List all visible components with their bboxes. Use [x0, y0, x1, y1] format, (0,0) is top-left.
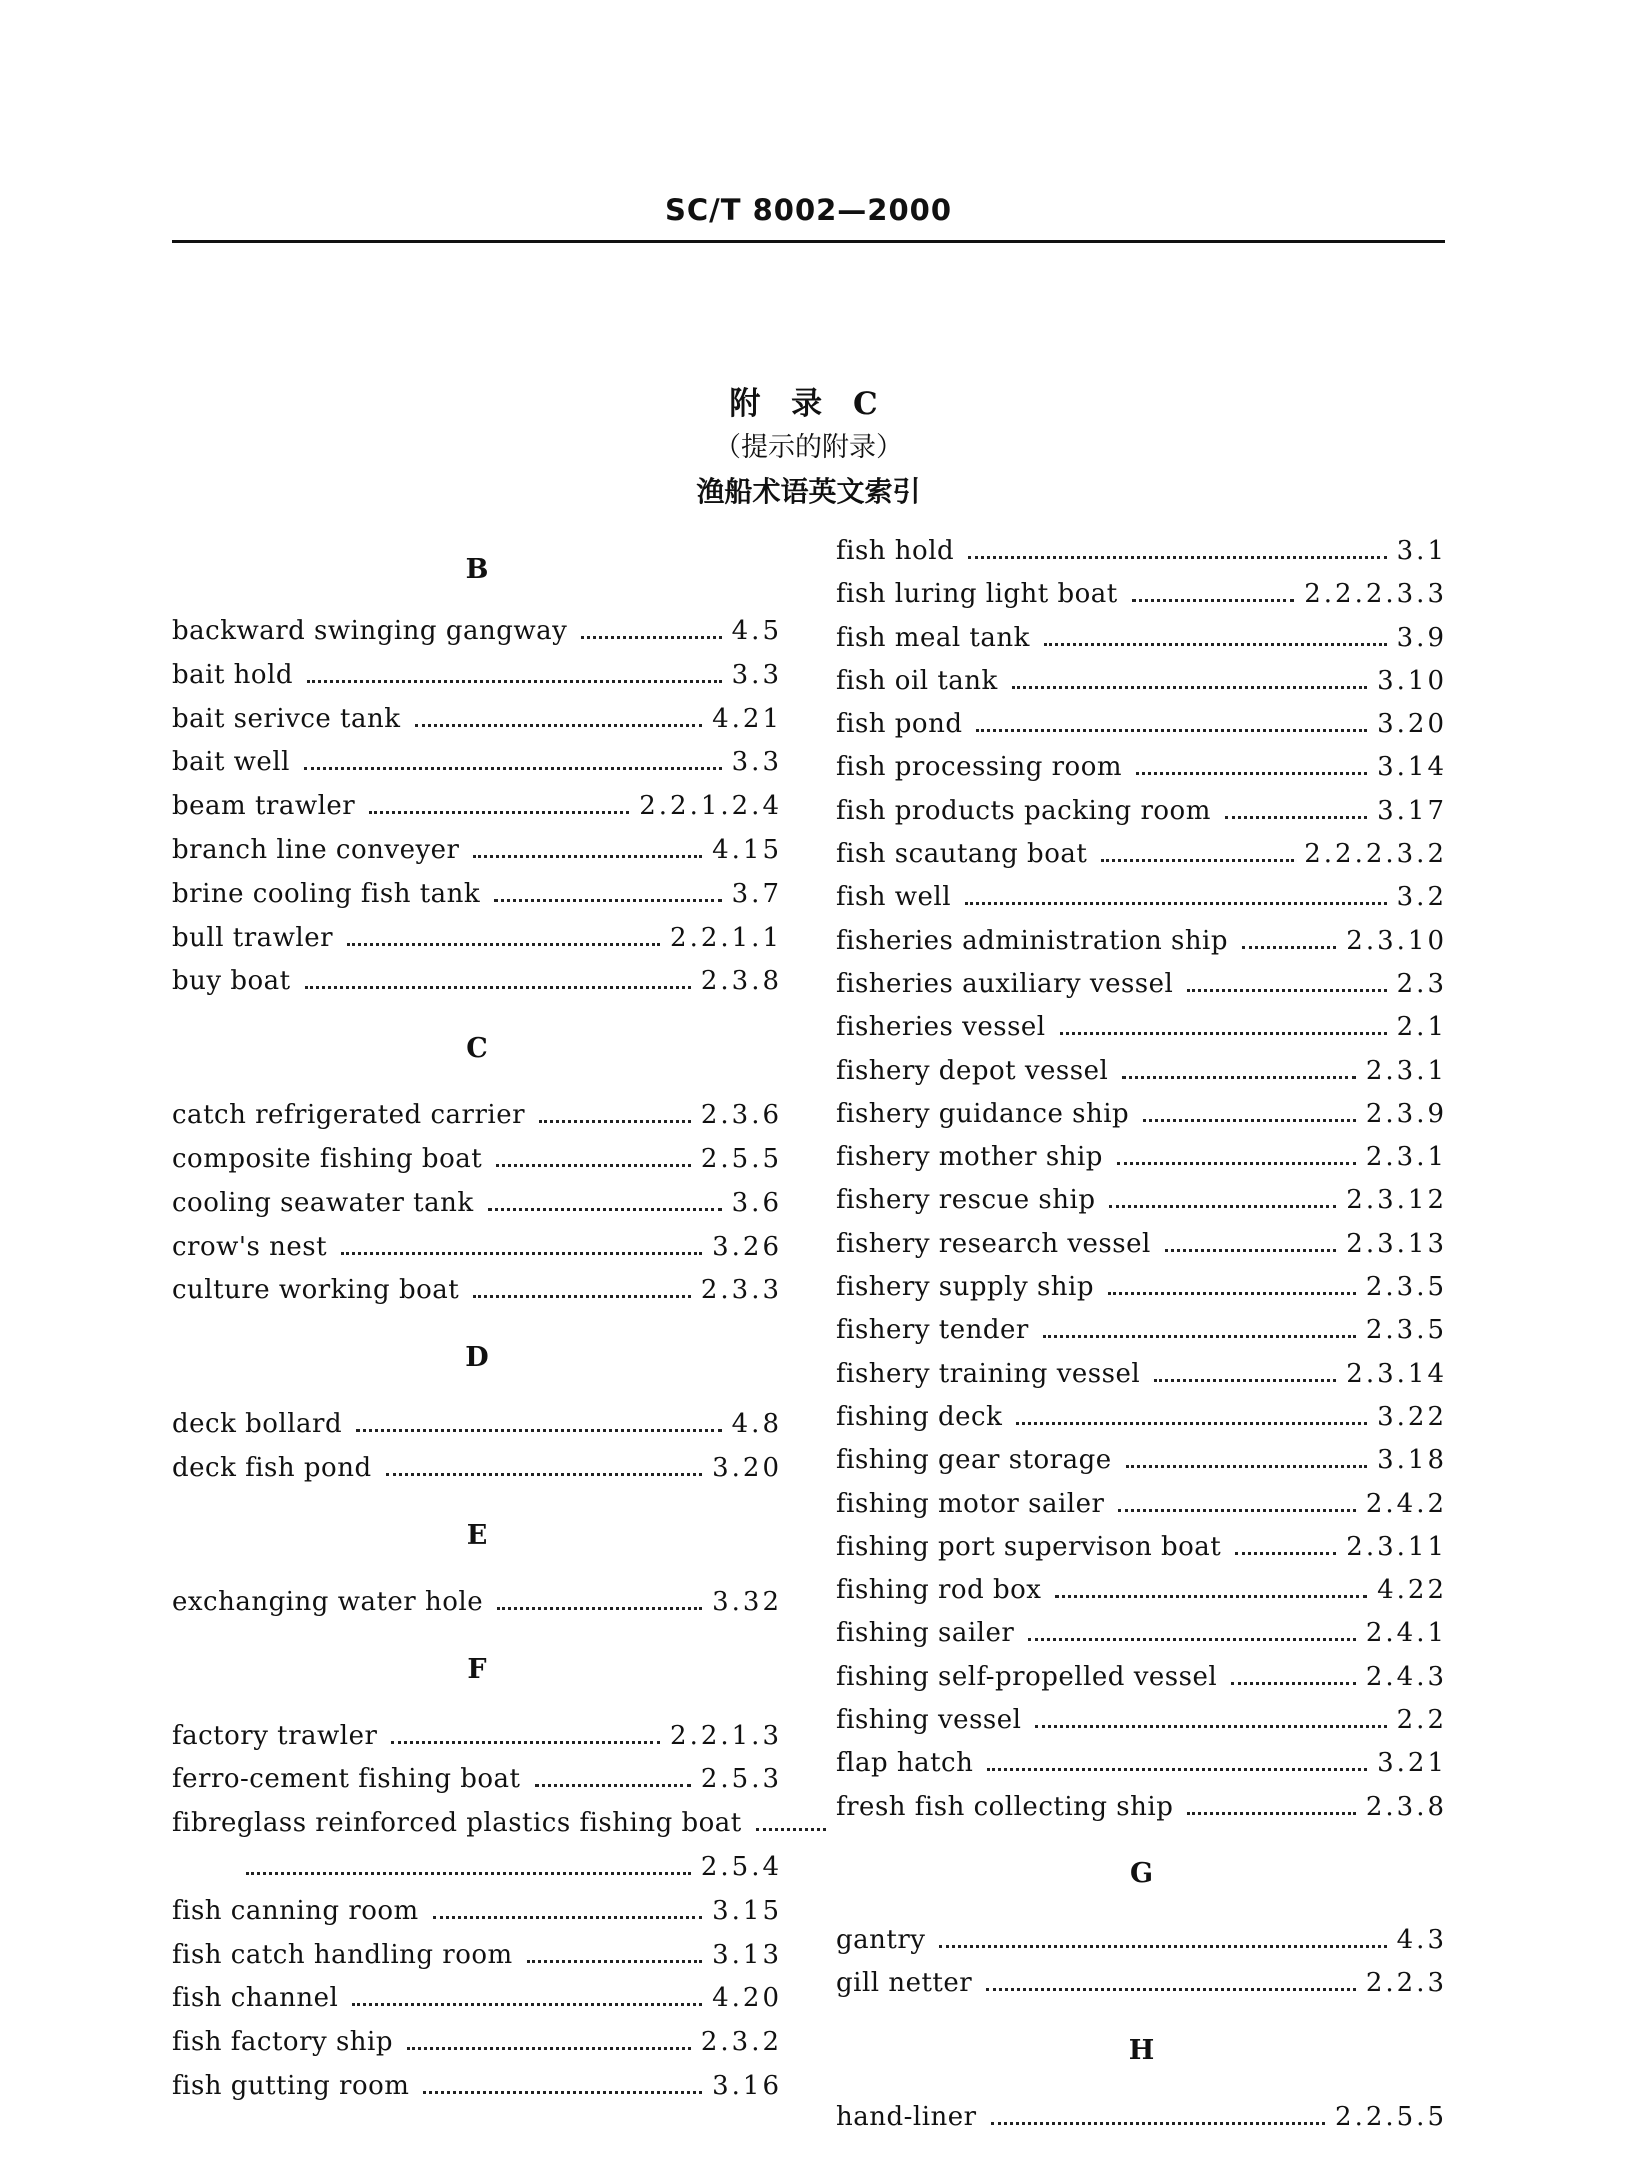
index-entry: [172, 1934, 782, 1978]
index-term: fish hold: [836, 536, 955, 566]
clause-reference: 2.3.2: [700, 2027, 782, 2058]
index-entry: [836, 1309, 1447, 1352]
index-term: fishing self-propelled vessel: [836, 1661, 1218, 1692]
index-term: fish pond: [836, 709, 963, 740]
clause-reference: 4.8: [731, 1409, 782, 1440]
index-term: fishery training vessel: [836, 1358, 1141, 1389]
index-entry: [836, 1353, 1447, 1396]
clause-reference: 2.5.5: [700, 1143, 782, 1174]
clause-reference: 2.3.12: [1346, 1185, 1447, 1216]
index-entry: [836, 1396, 1447, 1439]
appendix-title: 附 录 C: [729, 386, 888, 422]
dot-leader: [581, 630, 721, 639]
dot-leader: [488, 1202, 722, 1211]
dot-leader: [1118, 1503, 1355, 1512]
standard-code-header: SC/T 8002—2000: [664, 193, 953, 227]
index-entry: [172, 654, 782, 698]
clause-reference: 3.3: [731, 659, 782, 690]
index-term: cooling seawater tank: [172, 1187, 474, 1218]
section-letter-h: H: [1128, 2034, 1155, 2066]
index-term: crow's nest: [172, 1231, 328, 1262]
clause-reference: 2.3.10: [1346, 925, 1447, 956]
dot-leader: [965, 896, 1387, 905]
index-term: fish scautang boat: [836, 839, 1088, 870]
index-term: factory trawler: [172, 1720, 378, 1751]
clause-reference: 3.17: [1377, 795, 1447, 826]
index-entry: [836, 1266, 1447, 1309]
index-term: fishing gear storage: [836, 1445, 1112, 1476]
index-term: bait hold: [172, 659, 294, 690]
clause-reference: 2.3: [1396, 968, 1447, 999]
clause-reference: 2.2.1.2.4: [639, 791, 782, 822]
clause-reference: 2.3.6: [700, 1100, 782, 1131]
index-entry: [172, 873, 782, 917]
clause-reference: 2.2.1.3: [670, 1720, 782, 1751]
index-term: fish processing room: [836, 752, 1123, 783]
index-term: fishery depot vessel: [836, 1055, 1109, 1086]
index-entry: [172, 1447, 782, 1491]
index-term: fish luring light boat: [836, 579, 1118, 610]
index-entry: [836, 1742, 1447, 1785]
index-entry: [836, 920, 1447, 963]
index-entry: [836, 1962, 1447, 2005]
index-entry: [836, 1699, 1447, 1742]
clause-reference: 2.3.11: [1346, 1531, 1447, 1562]
index-entry: [172, 1977, 782, 2021]
index-term: brine cooling fish tank: [172, 878, 481, 909]
clause-reference: 2.2.3: [1365, 1968, 1447, 1999]
index-entry: [172, 610, 782, 654]
index-term: bait well: [172, 747, 290, 778]
dot-leader: [1165, 1243, 1336, 1252]
clause-reference: 3.3: [731, 747, 782, 778]
dot-leader: [1143, 1113, 1356, 1122]
dot-leader: [1028, 1632, 1356, 1641]
clause-reference: 4.15: [712, 834, 782, 865]
index-term: fishing motor sailer: [836, 1488, 1105, 1519]
section-letter-f: F: [467, 1653, 487, 1685]
index-entry: [836, 1136, 1447, 1179]
index-entry: [836, 1483, 1447, 1526]
clause-reference: 3.20: [1377, 709, 1447, 740]
dot-leader: [369, 805, 629, 814]
index-entry: [836, 1919, 1447, 1962]
clause-reference: 3.6: [731, 1187, 782, 1218]
index-entry: [836, 2096, 1447, 2139]
clause-reference: 2.3.8: [700, 966, 782, 997]
index-term: fishing port supervison boat: [836, 1531, 1222, 1562]
index-term: fishery mother ship: [836, 1142, 1103, 1173]
dot-leader: [1235, 1546, 1336, 1555]
clause-reference: 2.2.2.3.3: [1304, 579, 1447, 610]
dot-leader: [304, 761, 722, 770]
index-term: bait serivce tank: [172, 703, 401, 734]
dot-leader: [1016, 1416, 1367, 1425]
dot-leader: [1132, 593, 1294, 602]
clause-reference: 3.1: [1396, 536, 1447, 566]
index-entry: [172, 829, 782, 873]
dot-leader: [1044, 637, 1387, 646]
dot-leader: [386, 1467, 703, 1476]
clause-reference: 2.2.2.3.2: [1304, 839, 1447, 870]
index-term: fisheries administration ship: [836, 925, 1229, 956]
clause-reference: 2.3.9: [1365, 1098, 1447, 1129]
dot-leader: [494, 893, 721, 902]
index-entry: [836, 617, 1447, 660]
dot-leader: [1043, 1329, 1356, 1338]
index-term: deck bollard: [172, 1409, 343, 1440]
clause-reference: 4.3: [1396, 1924, 1447, 1955]
clause-reference: 3.10: [1377, 665, 1447, 696]
index-term: fishery rescue ship: [836, 1185, 1096, 1216]
clause-reference: 2.3.5: [1365, 1272, 1447, 1303]
dot-leader: [1060, 1026, 1387, 1035]
index-term: hand-liner: [836, 2101, 977, 2132]
clause-reference: 3.7: [731, 878, 782, 909]
clause-reference: 2.3.14: [1346, 1358, 1447, 1389]
index-entry: [836, 1006, 1447, 1049]
dot-leader: [497, 1601, 702, 1610]
index-term: beam trawler: [172, 791, 356, 822]
index-term: fishing rod box: [836, 1575, 1042, 1606]
clause-reference: 2.3.1: [1365, 1142, 1447, 1173]
clause-reference: 2.4.3: [1365, 1661, 1447, 1692]
appendix-name: 渔船术语英文索引: [696, 475, 921, 508]
clause-reference: 2.3.5: [1365, 1315, 1447, 1346]
index-entry: [836, 1612, 1447, 1655]
clause-reference: 3.13: [712, 1939, 782, 1970]
dot-leader: [1225, 810, 1367, 819]
index-term: fishing vessel: [836, 1705, 1022, 1736]
index-term: branch line conveyer: [172, 834, 460, 865]
dot-leader: [939, 1939, 1386, 1948]
index-term: fishing deck: [836, 1401, 1003, 1432]
index-entry: [836, 1439, 1447, 1482]
clause-reference: 2.1: [1396, 1012, 1447, 1043]
dot-leader: [527, 1954, 702, 1963]
dot-leader: [356, 1423, 722, 1432]
index-entry: [172, 1758, 782, 1802]
dot-leader: [1242, 940, 1336, 949]
index-term: exchanging water hole: [172, 1586, 484, 1617]
index-term: flap hatch: [836, 1748, 974, 1779]
clause-reference: 2.3.1: [1365, 1055, 1447, 1086]
clause-reference: 3.26: [712, 1231, 782, 1262]
index-term: gill netter: [836, 1968, 973, 1999]
clause-reference: 3.16: [712, 2070, 782, 2101]
clause-reference: 3.14: [1377, 752, 1447, 783]
section-letter-g: G: [1129, 1857, 1154, 1889]
index-term: backward swinging gangway: [172, 616, 568, 646]
dot-leader: [968, 550, 1386, 559]
index-term: composite fishing boat: [172, 1143, 483, 1174]
index-term: fishing sailer: [836, 1618, 1015, 1649]
clause-reference: 2.2.1.1: [670, 922, 782, 953]
clause-reference: 3.22: [1377, 1401, 1447, 1432]
index-term: culture working boat: [172, 1275, 460, 1306]
index-entry: [836, 790, 1447, 833]
clause-reference: 3.18: [1377, 1445, 1447, 1476]
header-rule: [172, 240, 1445, 243]
dot-leader: [407, 2041, 691, 2050]
dot-leader: [307, 674, 722, 683]
section-letter-c: C: [466, 1033, 488, 1065]
index-entry: [172, 2021, 782, 2065]
index-term: fish oil tank: [836, 665, 998, 696]
dot-leader: [1136, 766, 1367, 775]
dot-leader: [352, 1997, 702, 2006]
index-column-right: [836, 530, 1447, 2139]
index-entry: [172, 1846, 782, 1890]
index-entry: [836, 573, 1447, 616]
index-entry: [836, 746, 1447, 789]
index-term: fishery guidance ship: [836, 1098, 1130, 1129]
clause-reference: 4.5: [731, 616, 782, 646]
clause-reference: 3.20: [712, 1452, 782, 1483]
index-entry: [836, 703, 1447, 746]
clause-reference: 4.20: [712, 1983, 782, 2014]
dot-leader: [535, 1778, 691, 1787]
index-term: bull trawler: [172, 922, 334, 953]
index-entry: [172, 1269, 782, 1313]
dot-leader: [347, 937, 660, 946]
index-term: fishery supply ship: [836, 1272, 1094, 1303]
index-entry: [172, 1094, 782, 1138]
clause-reference: 2.3.3: [700, 1275, 782, 1306]
index-entry: [172, 1802, 782, 1846]
index-term: buy boat: [172, 966, 291, 997]
dot-leader: [473, 849, 702, 858]
dot-leader: [1109, 1199, 1336, 1208]
index-entry: [172, 1890, 782, 1934]
index-entry: [172, 1226, 782, 1270]
clause-reference: 3.15: [712, 1895, 782, 1926]
index-entry: [836, 1569, 1447, 1612]
dot-leader: [433, 1910, 702, 1919]
clause-reference: 3.21: [1377, 1748, 1447, 1779]
dot-leader: [987, 1762, 1367, 1771]
index-term: fish channel: [172, 1983, 339, 2014]
index-entry: [172, 785, 782, 829]
index-term: fish gutting room: [172, 2070, 410, 2101]
dot-leader: [1108, 1286, 1356, 1295]
index-term: fishery tender: [836, 1315, 1029, 1346]
dot-leader: [1231, 1676, 1356, 1685]
index-entry: [172, 1581, 782, 1625]
index-term: fisheries auxiliary vessel: [836, 968, 1174, 999]
index-entry: [172, 2065, 782, 2109]
clause-reference: 2.4.2: [1365, 1488, 1447, 1519]
index-entry: [836, 1179, 1447, 1222]
index-entry: [836, 1050, 1447, 1093]
dot-leader: [391, 1735, 660, 1744]
clause-reference: 3.9: [1396, 622, 1447, 653]
index-term: fish products packing room: [836, 795, 1211, 826]
index-term: gantry: [836, 1924, 926, 1955]
dot-leader: [1122, 1070, 1356, 1079]
dot-leader: [991, 2116, 1325, 2125]
index-term: ferro-cement fishing boat: [172, 1764, 521, 1795]
dot-leader: [1154, 1373, 1336, 1382]
clause-reference: 3.32: [712, 1586, 782, 1617]
dot-leader: [1055, 1589, 1367, 1598]
index-term: fishery research vessel: [836, 1228, 1151, 1259]
dot-leader: [246, 1866, 691, 1875]
index-term: fish canning room: [172, 1895, 419, 1926]
section-letter-b: B: [465, 554, 489, 585]
clause-reference: 2.2: [1396, 1705, 1447, 1736]
clause-reference: 2.4.1: [1365, 1618, 1447, 1649]
index-entry: [836, 1656, 1447, 1699]
index-term: fish meal tank: [836, 622, 1030, 653]
index-entry: [836, 1786, 1447, 1829]
index-entry: [836, 1526, 1447, 1569]
index-column-left: [172, 530, 782, 2109]
index-entry: [836, 963, 1447, 1006]
dot-leader: [1101, 853, 1294, 862]
section-letter-d: D: [465, 1342, 489, 1374]
dot-leader: [1126, 1459, 1367, 1468]
appendix-subtitle: （提示的附录）: [714, 432, 903, 463]
index-entry: [836, 833, 1447, 876]
clause-reference: 2.3.13: [1346, 1228, 1447, 1259]
index-entry: [172, 1715, 782, 1759]
index-entry: [836, 530, 1447, 573]
dot-leader: [756, 1822, 826, 1831]
dot-leader: [415, 718, 703, 727]
section-letter-e: E: [466, 1519, 488, 1551]
dot-leader: [1012, 680, 1367, 689]
clause-reference: 2.2.5.5: [1335, 2101, 1447, 2132]
clause-reference: 2.5.4: [700, 1851, 782, 1882]
clause-reference: 2.5.3: [700, 1764, 782, 1795]
dot-leader: [1187, 983, 1386, 992]
dot-leader: [341, 1246, 702, 1255]
dot-leader: [1117, 1156, 1356, 1165]
dot-leader: [539, 1114, 691, 1123]
index-term: fish factory ship: [172, 2027, 394, 2058]
index-entry: [172, 1403, 782, 1447]
index-term: deck fish pond: [172, 1452, 372, 1483]
clause-reference: 2.3.8: [1365, 1791, 1447, 1822]
index-entry: [172, 741, 782, 785]
dot-leader: [976, 723, 1367, 732]
index-entry: [172, 1182, 782, 1226]
index-entry: [172, 698, 782, 742]
dot-leader: [1035, 1719, 1386, 1728]
dot-leader: [986, 1982, 1356, 1991]
index-term: fisheries vessel: [836, 1012, 1046, 1043]
index-entry: [172, 917, 782, 961]
dot-leader: [423, 2085, 702, 2094]
index-term: fibreglass reinforced plastics fishing boat: [172, 1808, 742, 1839]
index-entry: [836, 1093, 1447, 1136]
index-entry: [836, 660, 1447, 703]
dot-leader: [473, 1289, 691, 1298]
index-entry: [172, 1138, 782, 1182]
index-entry: [172, 960, 782, 1004]
index-term: fresh fish collecting ship: [836, 1791, 1174, 1822]
clause-reference: 4.22: [1377, 1575, 1447, 1606]
clause-reference: 3.2: [1396, 882, 1447, 913]
index-term: fish well: [836, 882, 952, 913]
clause-reference: 4.21: [712, 703, 782, 734]
index-term: catch refrigerated carrier: [172, 1100, 526, 1131]
index-entry: [836, 876, 1447, 919]
dot-leader: [305, 980, 691, 989]
index-term: fish catch handling room: [172, 1939, 513, 1970]
index-entry: [836, 1223, 1447, 1266]
dot-leader: [496, 1158, 691, 1167]
dot-leader: [1187, 1806, 1356, 1815]
